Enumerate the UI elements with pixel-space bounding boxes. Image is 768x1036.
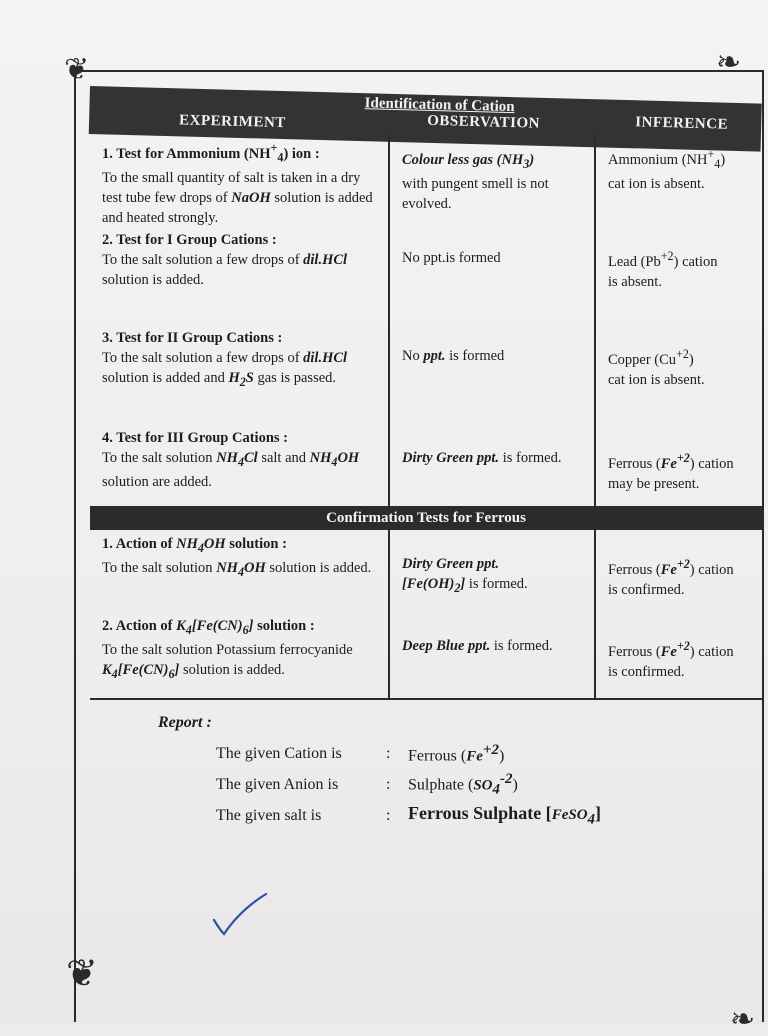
test-heading: 4. Test for III Group Cations : xyxy=(102,430,288,446)
table-row xyxy=(90,226,762,324)
corner-ornament-icon: ❦ xyxy=(66,953,98,995)
table-row xyxy=(90,324,762,424)
test-heading: 2. Action of $K_4[Fe(CN)_6]$ solution : xyxy=(102,618,315,637)
experiment-text: To the salt solution Potassium ferrocyanide $K_4[Fe(CN)_6]$ solution is added. xyxy=(102,641,353,681)
table-body xyxy=(90,134,762,700)
inference-text: Copper $(Cu^{+2})$ cat ion is absent. xyxy=(608,347,705,388)
inference-cell xyxy=(596,612,762,698)
table-row xyxy=(90,424,762,506)
inference-cell xyxy=(596,134,762,226)
observation-text: Colour less gas $(NH_3)$ with pungent smell is not evolved. xyxy=(402,152,549,212)
experiment-text: To the small quantity of salt is taken in a dry test tube few drops of NaOH solution is added and heated strongly. xyxy=(102,169,373,226)
inference-cell xyxy=(596,226,762,324)
inference-text: Ferrous $(Fe^{+2})$ cation may be present. xyxy=(608,451,734,492)
checkmark-icon xyxy=(210,890,270,940)
test-heading: 3. Test for II Group Cations : xyxy=(102,330,283,346)
corner-ornament-icon: ❦ xyxy=(64,53,90,86)
observation-cell xyxy=(390,424,596,506)
observation-cell xyxy=(390,612,596,698)
report-value: Ferrous Sulphate [FeSO$_4$] xyxy=(408,802,602,828)
cation-table xyxy=(90,86,762,700)
table-row xyxy=(90,134,762,226)
report-value: Ferrous $(Fe^{+2})$ xyxy=(408,741,505,765)
column-header-observation: OBSERVATION xyxy=(426,112,541,132)
test-heading: 2. Test for I Group Cations : xyxy=(102,232,277,248)
experiment-text: To the salt solution $NH_4Cl$ salt and $NH_4OH$ solution are added. xyxy=(102,450,360,490)
observation-cell xyxy=(390,530,596,612)
table-row xyxy=(90,612,762,698)
inference-text: Ammonium $(NH^+_4)$ cat ion is absent. xyxy=(608,147,726,192)
inference-cell xyxy=(596,324,762,424)
experiment-text: To the salt solution a few drops of dil.HCl solution is added. xyxy=(102,252,348,288)
report-colon: : xyxy=(386,775,391,793)
column-header-experiment: EXPERIMENT xyxy=(178,112,286,132)
inference-cell xyxy=(596,424,762,506)
experiment-cell xyxy=(90,424,390,506)
report-section xyxy=(158,714,718,831)
experiment-cell xyxy=(90,530,390,612)
experiment-cell xyxy=(90,324,390,424)
observation-text: No ppt.is formed xyxy=(402,250,501,266)
observation-cell xyxy=(390,226,596,324)
inference-text: Ferrous $(Fe^{+2})$ cation is confirmed. xyxy=(608,639,734,680)
experiment-cell xyxy=(90,134,390,226)
corner-ornament-icon: ❧ xyxy=(716,46,742,79)
observation-text: Dirty Green ppt. $[Fe(OH)_2]$ is formed. xyxy=(402,556,528,595)
inference-cell xyxy=(596,530,762,612)
observation-cell xyxy=(390,324,596,424)
report-row xyxy=(158,738,718,769)
report-label: The given Anion is xyxy=(216,775,339,793)
report-colon: : xyxy=(386,744,391,762)
experiment-text: To the salt solution a few drops of dil.HCl solution is added and $H_2S$ gas is passed. xyxy=(102,350,348,389)
observation-text: Dirty Green ppt. is formed. xyxy=(402,450,562,466)
corner-ornament-icon: ❧ xyxy=(730,1003,756,1036)
observation-text: No ppt. is formed xyxy=(402,348,505,364)
report-row xyxy=(158,800,718,831)
report-value: Sulphate $(SO_4^{-2})$ xyxy=(408,770,518,798)
table-caption: Identification of Cation xyxy=(364,95,515,116)
experiment-cell xyxy=(90,226,390,324)
inference-text: Lead $(Pb^{+2})$ cation is absent. xyxy=(608,249,718,290)
test-heading: 1. Test for Ammonium $(NH^+_4)$ ion : xyxy=(102,141,320,165)
inference-text: Ferrous $(Fe^{+2})$ cation is confirmed. xyxy=(608,557,734,598)
confirmation-title-bar: Confirmation Tests for Ferrous xyxy=(90,506,762,530)
report-label: The given salt is xyxy=(216,806,322,824)
column-header-inference: INFERENCE xyxy=(635,114,729,133)
observation-cell xyxy=(390,134,596,226)
report-label: The given Cation is xyxy=(216,744,342,762)
experiment-cell xyxy=(90,612,390,698)
test-heading: 1. Action of $NH_4OH$ solution : xyxy=(102,536,287,555)
table-row xyxy=(90,530,762,612)
table-bottom-rule xyxy=(90,698,762,700)
report-colon: : xyxy=(386,806,391,824)
observation-text: Deep Blue ppt. is formed. xyxy=(402,638,553,654)
report-title: Report : xyxy=(158,714,212,731)
experiment-text: To the salt solution $NH_4OH$ solution is added. xyxy=(102,559,372,579)
report-row xyxy=(158,769,718,800)
